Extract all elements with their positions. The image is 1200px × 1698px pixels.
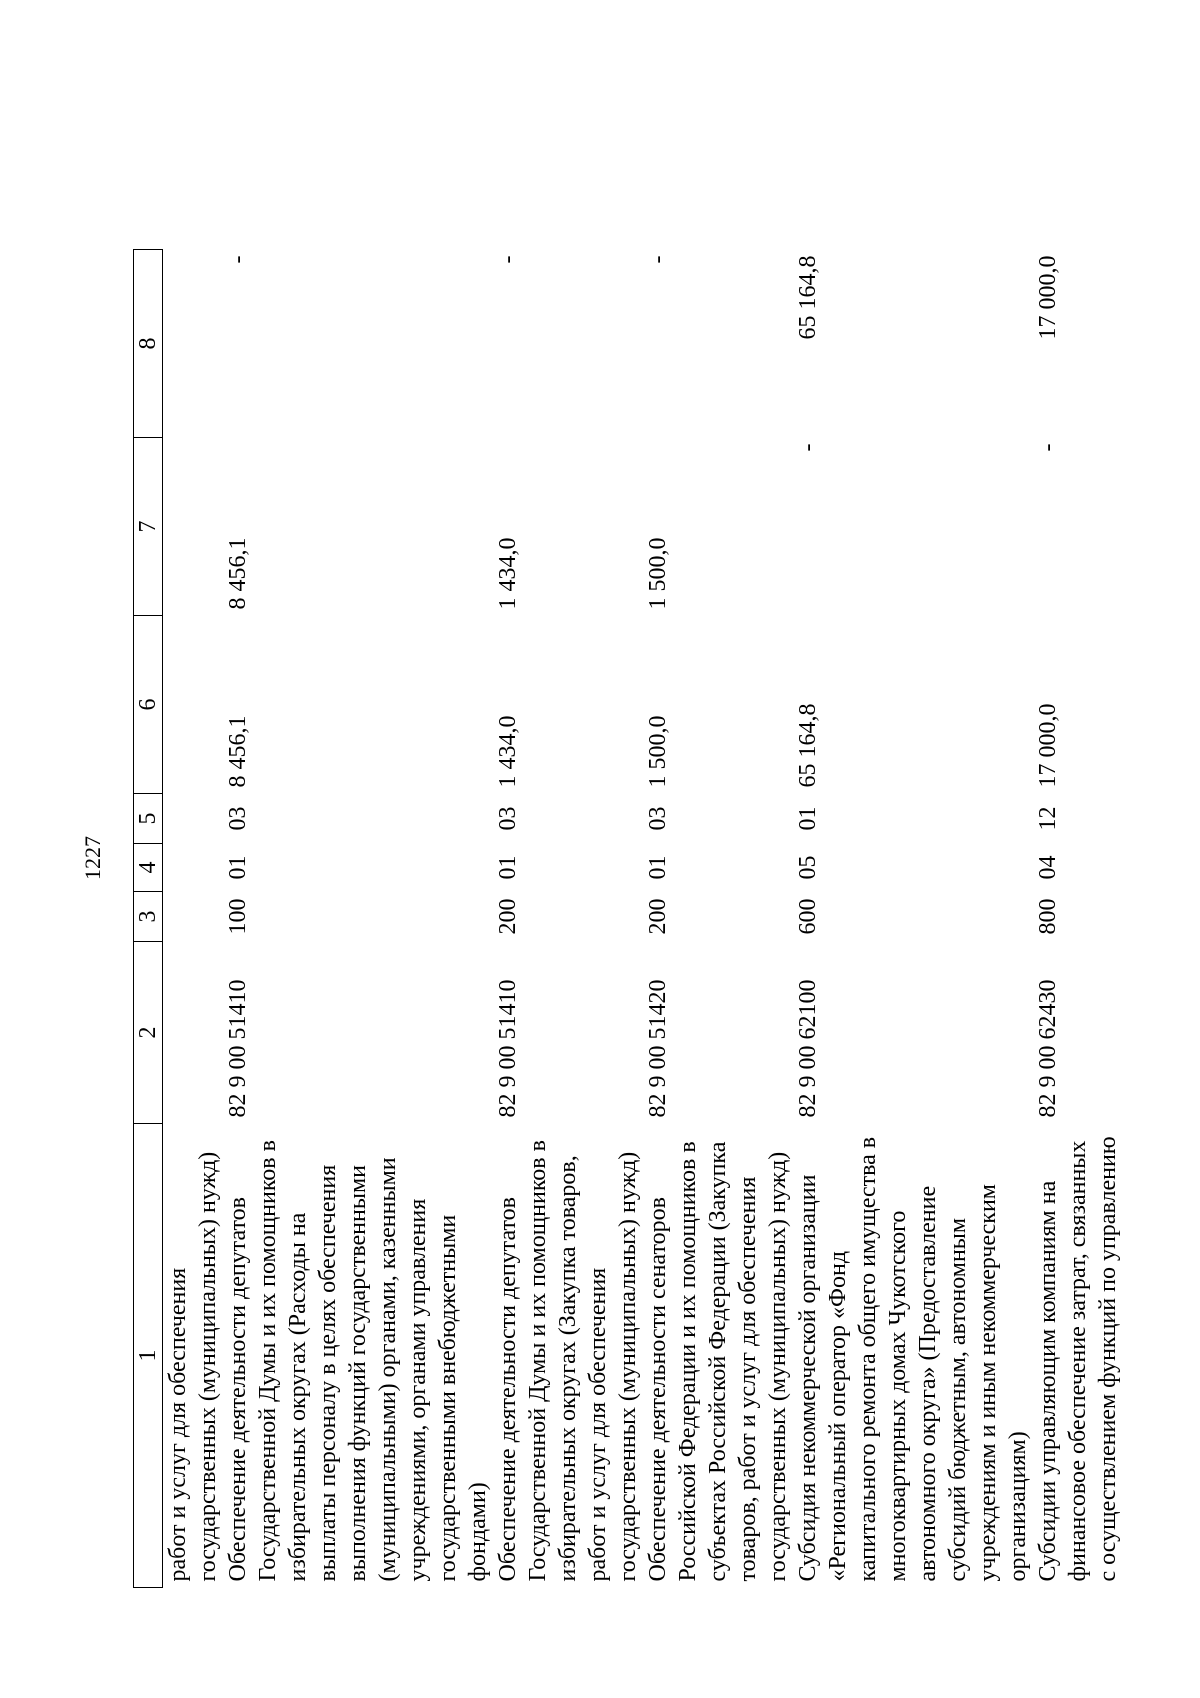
table-row: [493, 250, 643, 1588]
column-header: 7: [134, 438, 163, 616]
table-row: [793, 250, 1033, 1588]
row-value-8: 17 000,0: [1035, 255, 1061, 340]
row-value-6: 1 500,0: [645, 715, 671, 788]
row-value-7: -: [795, 443, 821, 452]
row-description: Обеспечение деятельности депутатов Государственной Думы и их помощников в избирательных округах (Расходы на выплаты персоналу в целях обеспечения выполнения функций государственными (муниципальными) органами, казенными учреждениями, органами управления государственными внебюджетными фондами): [225, 1140, 491, 1582]
column-header: 4: [134, 844, 163, 892]
row-value-6: 8 456,1: [225, 715, 251, 788]
header-row: [134, 250, 163, 1588]
row-value-6: 65 164,8: [795, 703, 821, 788]
row-code: 82 9 00 62430: [1035, 979, 1061, 1118]
row-description: Субсидии управляющим компаниям на финансовое обеспечение затрат, связанных с осуществлением функций по управлению: [1035, 1136, 1121, 1582]
row-group: 800: [1035, 898, 1061, 935]
row-subsection: 03: [225, 806, 251, 831]
row-value-7: -: [1035, 443, 1061, 452]
row-section: 01: [645, 855, 671, 880]
column-header: 5: [134, 794, 163, 844]
row-value-8: -: [645, 255, 671, 264]
row-subsection: 03: [645, 806, 671, 831]
row-value-7: 1 500,0: [645, 537, 671, 610]
table-row: [643, 250, 793, 1588]
row-value-6: [163, 616, 224, 794]
row-subsection: 12: [1035, 806, 1061, 831]
table-row: [223, 250, 493, 1588]
row-subsection: 03: [495, 806, 521, 831]
row-section: 01: [225, 855, 251, 880]
row-code: 82 9 00 51420: [645, 979, 671, 1118]
row-description: Обеспечение деятельности сенаторов Российской Федерации и их помощников в субъектах Российской Федерации (Закупка товаров, работ и услуг для обеспечения государственных (муниципальных) нужд): [645, 1141, 791, 1582]
row-value-7: [163, 438, 224, 616]
column-header: 1: [134, 1124, 163, 1588]
budget-table: [133, 249, 1123, 1588]
row-group: 600: [795, 898, 821, 935]
page-number: 1227: [80, 836, 105, 880]
row-value-6: 1 434,0: [495, 715, 521, 788]
row-description: Обеспечение деятельности депутатов Государственной Думы и их помощников в избирательных округах (Закупка товаров, работ и услуг для обеспечения государственных (муниципальных) нужд): [495, 1140, 641, 1582]
row-section: [163, 844, 224, 892]
row-section: 01: [495, 855, 521, 880]
row-value-7: 8 456,1: [225, 537, 251, 610]
table-row: [1033, 250, 1123, 1588]
column-header: 3: [134, 892, 163, 942]
row-value-8: -: [225, 255, 251, 264]
row-subsection: 01: [795, 806, 821, 831]
row-description: Субсидия некоммерческой организации «Региональный оператор «Фонд капитального ремонта общего имущества в многоквартирных домах Чукотского автономного округа» (Предоставление субсидий бюджетным, автономным учреждениям и иным некоммерческим организациям): [795, 1136, 1031, 1582]
row-code: 82 9 00 51410: [225, 979, 251, 1118]
row-group: 100: [225, 898, 251, 935]
row-description: работ и услуг для обеспечения государственных (муниципальных) нужд): [165, 1151, 221, 1582]
row-code: [163, 942, 224, 1124]
row-group: 200: [495, 898, 521, 935]
row-group: 200: [645, 898, 671, 935]
column-header: 8: [134, 250, 163, 438]
row-subsection: [163, 794, 224, 844]
column-header: 2: [134, 942, 163, 1124]
row-value-6: 17 000,0: [1035, 703, 1061, 788]
row-group: [163, 892, 224, 942]
column-header: 6: [134, 616, 163, 794]
table-row: [163, 250, 224, 1588]
row-value-8: 65 164,8: [795, 255, 821, 340]
row-value-7: 1 434,0: [495, 537, 521, 610]
row-code: 82 9 00 51410: [495, 979, 521, 1118]
row-code: 82 9 00 62100: [795, 979, 821, 1118]
row-value-8: [163, 250, 224, 438]
row-value-8: -: [495, 255, 521, 264]
row-section: 05: [795, 855, 821, 880]
row-section: 04: [1035, 855, 1061, 880]
